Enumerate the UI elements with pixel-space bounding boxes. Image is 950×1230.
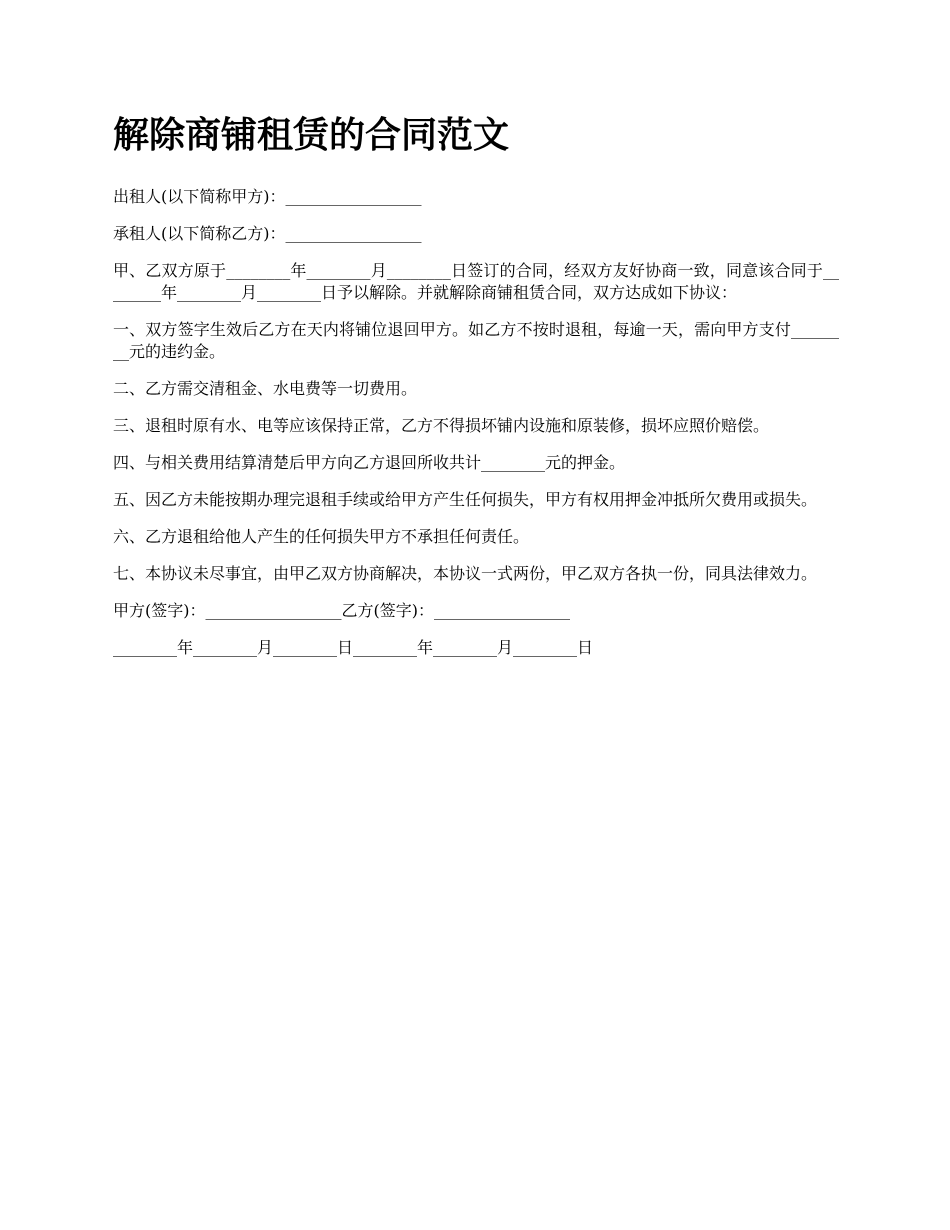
clause-1: 一、双方签字生效后乙方在天内将铺位退回甲方。如乙方不按时退租，每逾一天，需向甲方支付________元的违约金。 [113, 320, 839, 361]
clause-4: 四、与相关费用结算清楚后甲方向乙方退回所收共计________元的押金。 [113, 453, 626, 472]
lessor-line: 出租人(以下简称甲方)：_________________ [113, 187, 422, 206]
clause-2: 二、乙方需交清租金、水电费等一切费用。 [113, 379, 418, 398]
signature-line: 甲方(签字)：_________________乙方(签字)：_________________ [113, 601, 570, 620]
clause-5: 五、因乙方未能按期办理完退租手续或给甲方产生任何损失，甲方有权用押金冲抵所欠费用或损失。 [113, 490, 818, 509]
clause-6: 六、乙方退租给他人产生的任何损失甲方不承担任何责任。 [113, 527, 530, 546]
clause-7: 七、本协议未尽事宜，由甲乙双方协商解决，本协议一式两份，甲乙双方各执一份，同具法律效力。 [113, 564, 818, 583]
document-title: 解除商铺租赁的合同范文 [113, 115, 510, 156]
clause-3: 三、退租时原有水、电等应该保持正常，乙方不得损坏铺内设施和原装修，损坏应照价赔偿。 [113, 416, 770, 435]
lessee-line: 承租人(以下简称乙方)：_________________ [113, 224, 422, 243]
preamble-paragraph: 甲、乙双方原于________年________月________日签订的合同，经双方友好协商一致，同意该合同于________年________月________日予以解除。并就解除商铺租赁合同，双方达成如下协议： [113, 261, 839, 302]
date-line: ________年________月________日________年________月________日 [113, 638, 594, 657]
document-page [113, 112, 839, 674]
